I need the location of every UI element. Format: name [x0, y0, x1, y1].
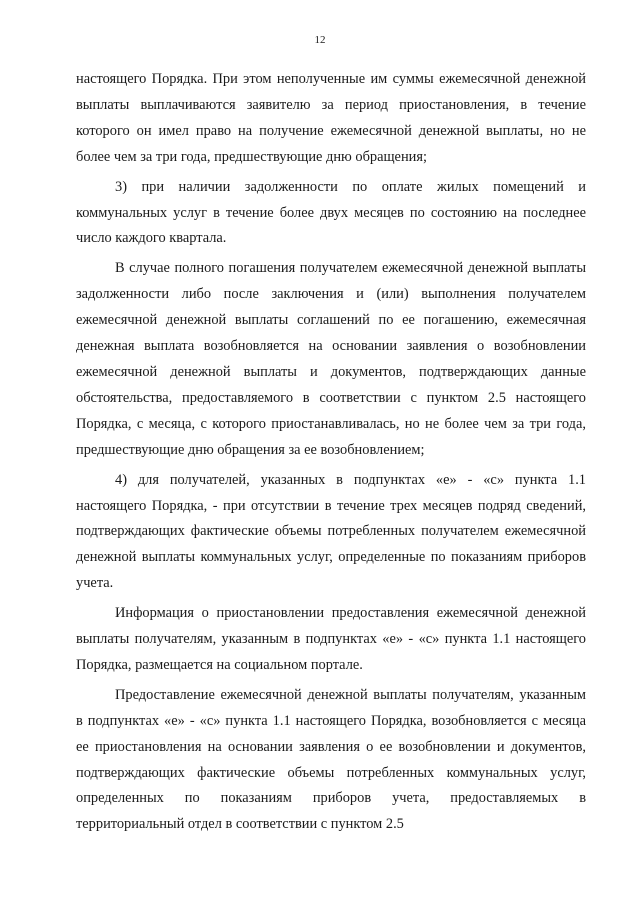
paragraph-debt-repayment: В случае полного погашения получателем ежемесячной денежной выплаты задолженности либо после заключения и (или) выполнения получателем ежемесячной денежной выплаты соглашений по ее погашению, ежемесячная денежная выплата возобновляется на основании заявления о возобновлении ежемесячной денежной выплаты и документов, подтверждающих данные обстоятельства, предоставляемого в соответствии с пунктом 2.5 настоящего Порядка, с месяца, с которого приостанавливалась, но не более чем за три года, предшествующие дню обращения за ее возобновлением;	[76, 260, 586, 458]
paragraph-continuation: настоящего Порядка. При этом неполученные им суммы ежемесячной денежной выплаты выплачиваются заявителю за период приостановления, в течение которого он имел право на получение ежемесячной денежной выплаты, но не более чем за три года, предшествующие дню обращения;	[76, 71, 586, 165]
paragraph-suspension-info: Информация о приостановлении предоставления ежемесячной денежной выплаты получателям, указанным в подпунктах «е» - «с» пункта 1.1 настоящего Порядка, размещается на социальном портале.	[76, 605, 586, 673]
document-body	[76, 67, 586, 838]
paragraph-resumption: Предоставление ежемесячной денежной выплаты получателям, указанным в подпунктах «е» - «с» пункта 1.1 настоящего Порядка, возобновляется с месяца ее приостановления на основании заявления о ее возобновлении и документов, подтверждающих фактические объемы потребленных коммунальных услуг, определенных по показаниям приборов учета, предоставляемых в территориальный отдел в соответствии с пунктом 2.5	[76, 686, 586, 833]
paragraph-item-4: 4) для получателей, указанных в подпунктах «е» - «с» пункта 1.1 настоящего Порядка, - при отсутствии в течение трех месяцев подряд сведений, подтверждающих фактические объемы потребленных получателем ежемесячной денежной выплаты коммунальных услуг, определенные по показаниям приборов учета.	[76, 471, 586, 592]
page-number: 12	[314, 34, 326, 46]
paragraph-item-3: 3) при наличии задолженности по оплате жилых помещений и коммунальных услуг в течение более двух месяцев по состоянию на последнее число каждого квартала.	[76, 178, 586, 247]
